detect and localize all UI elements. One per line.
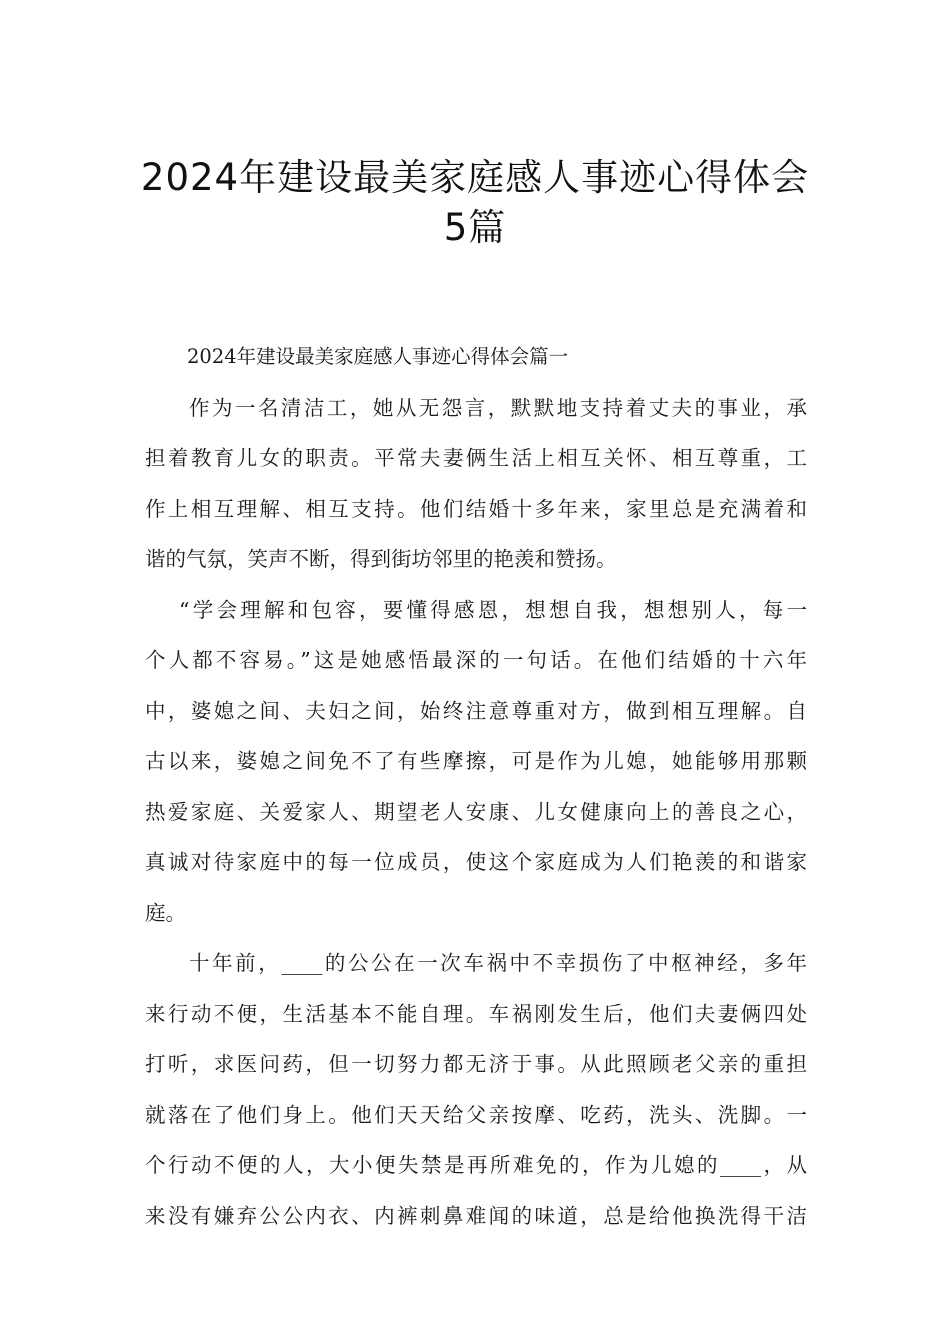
paragraph-line: 真诚对待家庭中的每一位成员，使这个家庭成为人们艳羡的和谐家 bbox=[145, 850, 807, 874]
paragraph-line: 庭。 bbox=[145, 900, 186, 925]
paragraph-line: 谐的气氛，笑声不断，得到街坊邻里的艳羡和赞扬。 bbox=[145, 547, 617, 571]
paragraph-line: 担着教育儿女的职责。平常夫妻俩生活上相互关怀、相互尊重，工 bbox=[145, 446, 807, 470]
paragraph-1 bbox=[145, 383, 807, 585]
paragraph-line: 就落在了他们身上。他们天天给父亲按摩、吃药，洗头、洗脚。一 bbox=[145, 1102, 807, 1127]
paragraph-line: 热爱家庭、关爱家人、期望老人安康、儿女健康向上的善良之心， bbox=[145, 799, 807, 824]
paragraph-3 bbox=[145, 938, 807, 1241]
paragraph-line: 十年前，____的公公在一次车祸中不幸损伤了中枢神经，多年 bbox=[189, 951, 807, 975]
section-subheading: 2024年建设最美家庭感人事迹心得体会篇一 bbox=[187, 345, 569, 368]
paragraph-line: 作为一名清洁工，她从无怨言，默默地支持着丈夫的事业，承 bbox=[189, 395, 807, 420]
paragraph-line: 打听，求医问药，但一切努力都无济于事。从此照顾老父亲的重担 bbox=[145, 1052, 807, 1076]
paragraph-line: 来没有嫌弃公公内衣、内裤刺鼻难闻的味道，总是给他换洗得干洁 bbox=[145, 1203, 807, 1228]
paragraph-line: 作上相互理解、相互支持。他们结婚十多年来，家里总是充满着和 bbox=[145, 496, 807, 521]
paragraph-line: 个人都不容易。”这是她感悟最深的一句话。在他们结婚的十六年 bbox=[145, 648, 807, 672]
title-line: 5篇 bbox=[443, 205, 507, 249]
paragraph-line: “学会理解和包容，要懂得感恩，想想自我，想想别人，每一 bbox=[179, 597, 807, 622]
document-title bbox=[120, 153, 830, 253]
paragraph-line: 古以来，婆媳之间免不了有些摩擦，可是作为儿媳，她能够用那颗 bbox=[145, 749, 807, 773]
paragraph-line: 个行动不便的人，大小便失禁是再所难免的，作为儿媳的____，从 bbox=[145, 1153, 807, 1177]
paragraph-2 bbox=[145, 585, 807, 939]
paragraph-line: 中，婆媳之间、夫妇之间，始终注意尊重对方，做到相互理解。自 bbox=[145, 698, 807, 723]
document-body bbox=[145, 332, 807, 1241]
paragraph-line: 来行动不便，生活基本不能自理。车祸刚发生后，他们夫妻俩四处 bbox=[145, 1001, 807, 1026]
title-line: 2024年建设最美家庭感人事迹心得体会 bbox=[140, 155, 810, 199]
